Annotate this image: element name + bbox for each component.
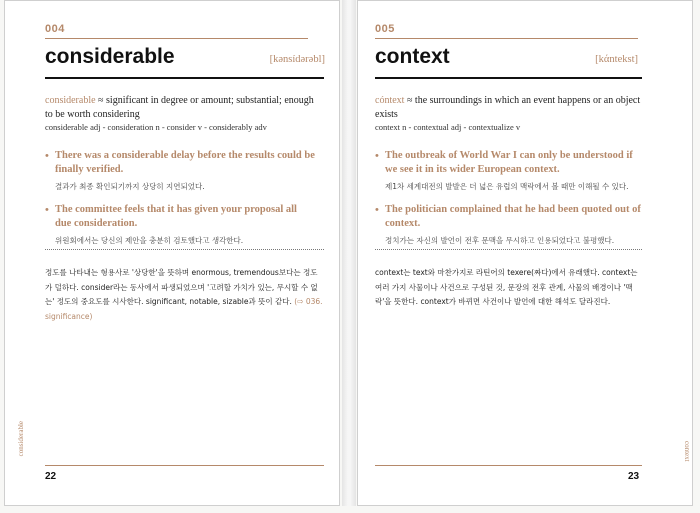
pronunciation: [kənsídərəbl] — [269, 54, 325, 65]
bullet-icon: • — [375, 150, 379, 162]
definition-headword: cóntext — [375, 95, 405, 106]
word-forms: considerable adj - consideration n - consider v - considerably adv — [45, 122, 267, 132]
example-item — [375, 149, 642, 194]
example-item — [375, 203, 642, 248]
side-tab: considerable — [17, 421, 25, 457]
right-page — [357, 0, 693, 506]
pronunciation: [kάntekst] — [595, 54, 638, 65]
example-item — [45, 149, 315, 194]
usage-note-text: 정도를 나타내는 형용사로 '상당한'을 뜻하며 enormous, tremendous보다는 정도가 덜하다. consider라는 동사에서 파생되었으며 '고려할 가치가 있는, 무시할 수 없는' 정도의 중요도를 시사한다. significant, notable, sizable과 뜻이 같다. — [45, 268, 318, 306]
definition-text: ≈ significant in degree or amount; substantial; enough to be worth considering — [45, 95, 314, 120]
side-tab: context — [683, 441, 691, 462]
example-sentence: The politician complained that he had been quoted out of context. — [385, 204, 641, 229]
headword-rule — [375, 77, 642, 79]
entry-number: 004 — [45, 23, 65, 35]
usage-note: context는 text와 마찬가지로 라틴어의 texere(짜다)에서 유래했다. context는 여러 가지 사물이나 사건으로 구성된 것, 문장의 전후 관계, 사물의 배경이나 '맥락'을 뜻한다. context가 바뀌면 사건이나 발언에 대한 해석도 달라진다. — [375, 268, 638, 306]
cross-reference-link[interactable]: (⇨ 036. significance) — [45, 297, 323, 321]
example-translation: 정치가는 자신의 발언이 전후 문맥을 무시하고 인용되었다고 불평했다. — [385, 236, 615, 245]
top-rule — [45, 38, 308, 39]
definition — [375, 94, 642, 122]
definition — [45, 94, 315, 122]
left-page — [4, 0, 340, 506]
word-forms: context n - contextual adj - contextualize v — [375, 122, 521, 132]
headword-rule — [45, 77, 324, 79]
definition-headword: considerable — [45, 95, 96, 106]
headword: context — [375, 45, 450, 68]
top-rule — [375, 38, 638, 39]
definition-text: ≈ the surroundings in which an event happens or an object exists — [375, 95, 641, 120]
bullet-icon: • — [45, 150, 49, 162]
entry-number: 005 — [375, 23, 395, 35]
dotted-divider — [375, 249, 642, 250]
book-gutter — [342, 0, 356, 506]
bullet-icon: • — [45, 204, 49, 216]
dotted-divider — [45, 249, 324, 250]
example-sentence: The outbreak of World War I can only be understood if we see it in its wider European context. — [385, 150, 633, 175]
example-translation: 제1차 세계대전의 발발은 더 넓은 유럽의 맥락에서 볼 때만 이해될 수 있다. — [385, 182, 629, 191]
example-item — [45, 203, 315, 248]
bullet-icon: • — [375, 204, 379, 216]
page-number: 23 — [628, 471, 640, 482]
bottom-rule — [375, 465, 642, 466]
bottom-rule — [45, 465, 324, 466]
example-sentence: There was a considerable delay before the results could be finally verified. — [55, 150, 315, 175]
headword: considerable — [45, 45, 175, 68]
example-translation: 위원회에서는 당신의 제안을 충분히 검토했다고 생각한다. — [55, 236, 244, 245]
example-sentence: The committee feels that it has given your proposal all due consideration. — [55, 204, 297, 229]
example-translation: 결과가 최종 확인되기까지 상당히 지연되었다. — [55, 182, 205, 191]
usage-note — [45, 266, 324, 324]
page-number: 22 — [45, 471, 57, 482]
